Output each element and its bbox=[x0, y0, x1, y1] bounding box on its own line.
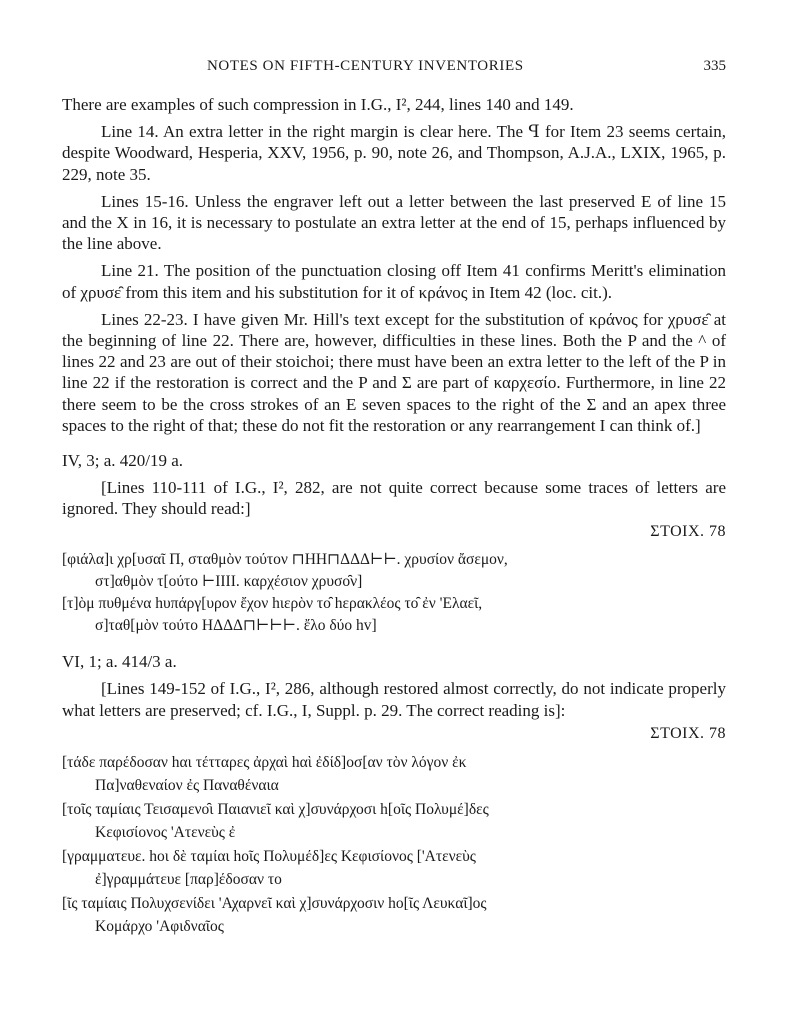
inscription-line: [φιάλα]ι χρ[υσαῖ Π, σταθμὸν τούτον ⊓ΗΗ⊓ΔΔΔ⊢⊢. χρυσίον ἄσεμον, bbox=[62, 551, 508, 569]
page-number: 335 bbox=[703, 58, 726, 74]
paragraph: Line 14. An extra letter in the right margin is clear here. The ꟼ for Item 23 seems certain, despite Woodward, Hesperia, XXV, 1956, p. 90, note 26, and Thompson, A.J.A., LXIX, 1965, p. 229, note 35. bbox=[62, 122, 726, 184]
inscription-line: στ]αθμὸν τ[ούτο ⊢ΙΙΙΙ. καρχέσιον χρυσο̑ν] bbox=[95, 573, 363, 591]
inscription-line: [ῖς ταμίαις Πολυχσενίδει 'Αχαρνεῖ καὶ χ]συνάρχοσιν hο[ῖς Λευκαῖ]ος bbox=[62, 894, 487, 912]
inscription-line: ἐ]γραμμάτευε [παρ]έδοσαν το bbox=[95, 871, 282, 889]
section-heading: IV, 3; a. 420/19 a. bbox=[62, 451, 184, 471]
page bbox=[62, 58, 726, 939]
inscription-line: Πα]ναθεναίον ἐς Παναθέναια bbox=[95, 777, 279, 795]
stoichedon-label: ΣTOIX. 78 bbox=[650, 523, 726, 541]
inscription-text bbox=[62, 549, 726, 637]
inscription-line: [γραμματευε. hοι δὲ ταμίαι hοῖς Πολυμέδ]ες Κεφισίονος ['Ατενεὺς bbox=[62, 847, 476, 865]
bracket-note: [Lines 149-152 of I.G., I², 286, although restored almost correctly, do not indicate properly what letters are preserved; cf. I.G., I, Suppl. p. 29. The correct reading is]: bbox=[62, 679, 726, 720]
paragraph: There are examples of such compression in I.G., I², 244, lines 140 and 149. bbox=[62, 95, 574, 114]
inscription-line: [τάδε παρέδοσαν hαι τέτταρες ἀρχαὶ hαὶ ἐδίδ]οσ[αν τὸν λόγον ἐκ bbox=[62, 753, 467, 771]
running-header bbox=[62, 58, 726, 82]
bracket-note: [Lines 110-111 of I.G., I², 282, are not quite correct because some traces of letters are ignored. They should read:] bbox=[62, 478, 726, 519]
stoichedon-label: ΣTOIX. 78 bbox=[650, 724, 726, 742]
paragraph: Line 21. The position of the punctuation closing off Item 41 confirms Meritt's elimination of χρυσε̑ from this item and his substitution for it of κράνος in Item 42 (loc. cit.). bbox=[62, 261, 726, 302]
inscription-line: [τ]ὸμ πυθμένα hυπάργ[υρον ἔχον hιερὸν το̑ hερακλέος το̑ ἐν 'Ελαεῖ, bbox=[62, 595, 483, 613]
inscription-text bbox=[62, 751, 726, 939]
paragraph: Lines 22-23. I have given Mr. Hill's text except for the substitution of κράνος for χρυσε̑ at the beginning of line 22. There are, however, difficulties in these lines. Both the P and the ^ of lines 22 and 23 are out of their stoichoi; there must have been an extra letter to the left of the P in line 22 if the restoration is correct and the P and Σ are part of καρχεσίο. Furthermore, in line 22 there seem to be the cross strokes of an E seven spaces to the right of the Σ and an apex three spaces to the right of that; these do not fit the restoration or any rearrangement I can think of.] bbox=[62, 309, 726, 435]
inscription-line: σ]ταθ[μὸν τούτο ΗΔΔΔ⊓⊢⊢⊢. ἔλο δύο hv] bbox=[95, 617, 377, 635]
inscription-line: Κεφισίονος 'Ατενεὺς ἐ bbox=[95, 824, 236, 842]
running-title: NOTES ON FIFTH-CENTURY INVENTORIES bbox=[207, 58, 524, 74]
section-heading: VI, 1; a. 414/3 a. bbox=[62, 652, 177, 672]
inscription-line: [τοῖς ταμίαις Τεισαμενο̑ι Παιανιεῖ καὶ χ]συνάρχοσι h[οῖς Πολυμέ]δες bbox=[62, 800, 489, 818]
paragraph: Lines 15-16. Unless the engraver left out a letter between the last preserved E of line 15 and the X in 16, it is necessary to postulate an extra letter at the end of 15, perhaps influenced by the line above. bbox=[62, 191, 726, 254]
inscription-line: Κομάρχο 'Αφιδναῖος bbox=[95, 918, 224, 936]
